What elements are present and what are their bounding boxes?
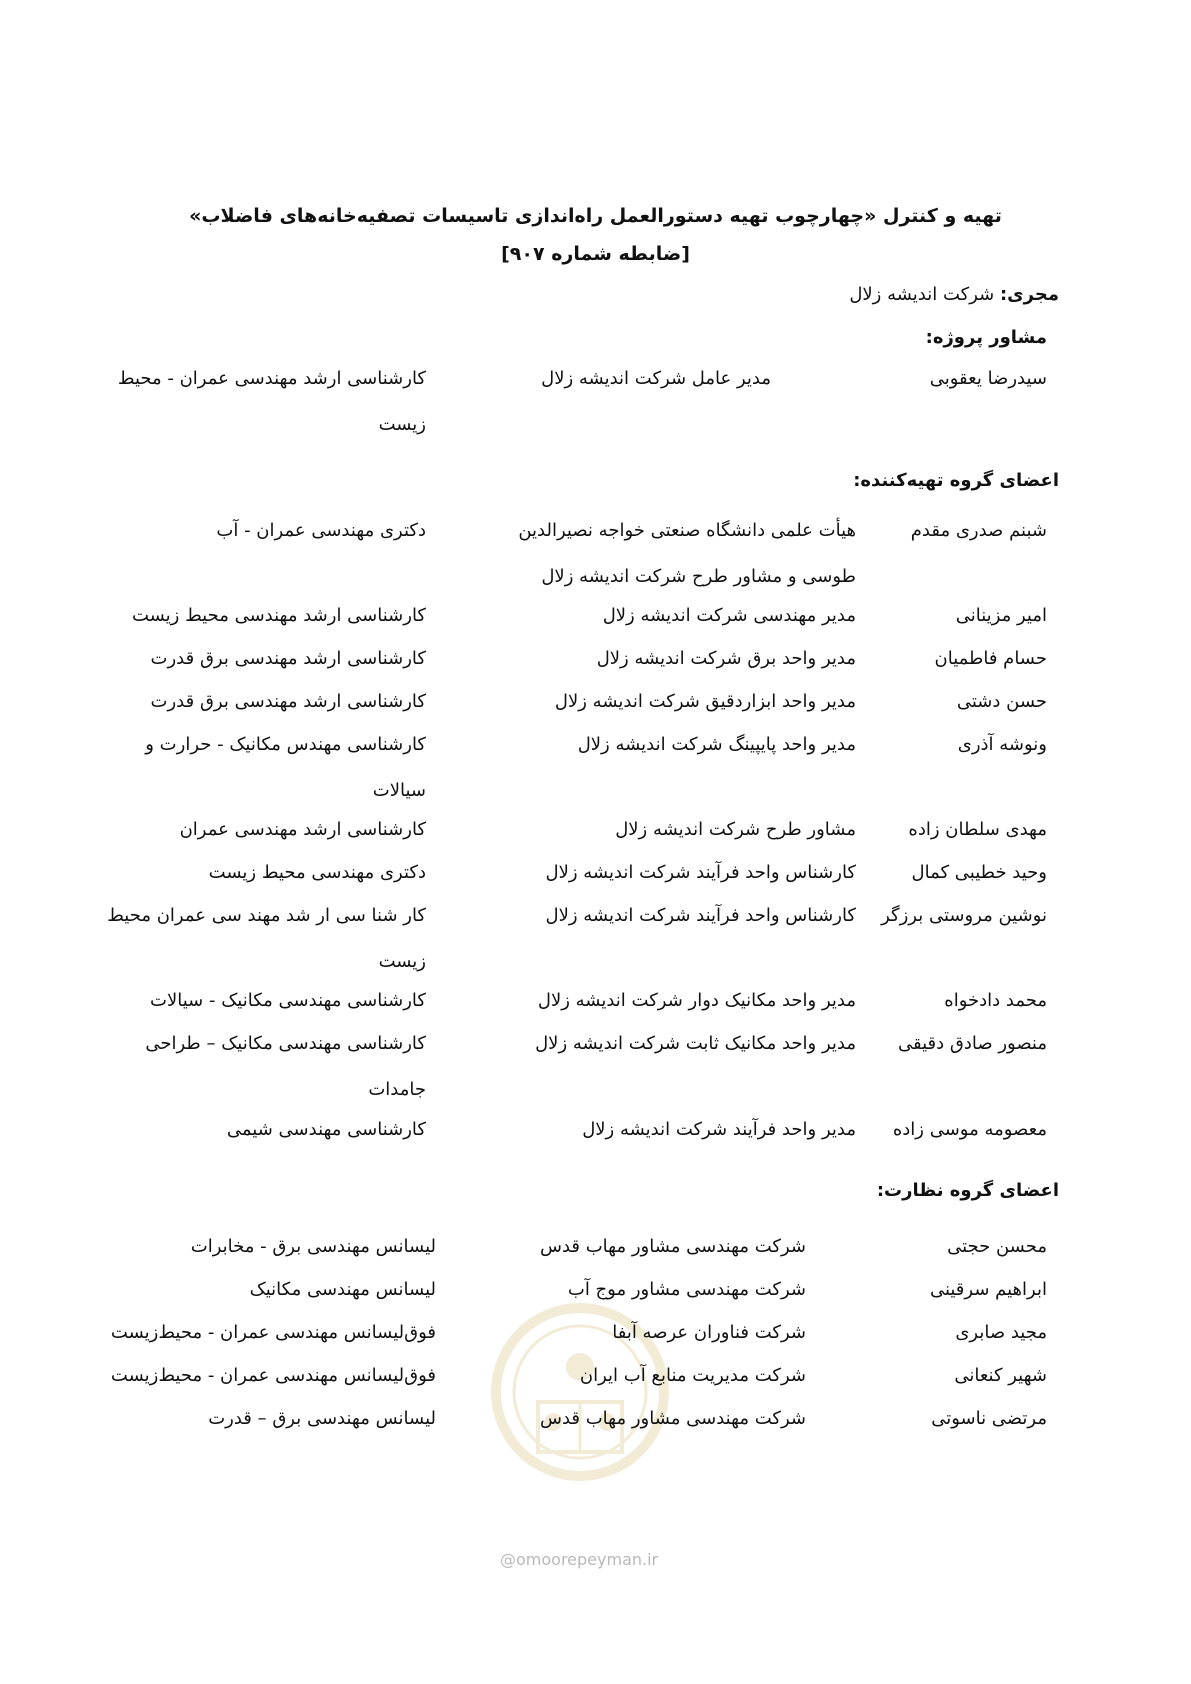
member-degree: لیسانس مهندسی مکانیک xyxy=(249,1279,436,1300)
executor-label: مجری: xyxy=(999,284,1059,305)
member-degree: کارشناسی مهندس مکانیک - حرارت و سیالات xyxy=(145,734,426,801)
document-title: تهیه و کنترل «چهارچوب تهیه دستورالعمل راه‌اندازی تاسیسات تصفیه‌خانه‌های فاضلاب» xyxy=(189,205,1002,227)
member-degree: لیسانس مهندسی برق – قدرت xyxy=(208,1408,436,1429)
supervision-group-heading: اعضای گروه نظارت: xyxy=(876,1180,1059,1201)
member-role: شرکت مهندسی مشاور مهاب قدس xyxy=(539,1236,806,1257)
member-degree: لیسانس مهندسی برق - مخابرات xyxy=(190,1236,436,1257)
member-role: شرکت مهندسی مشاور موج آب xyxy=(567,1279,806,1300)
document-code: [ضابطه شماره ۹۰۷] xyxy=(501,243,690,265)
member-name: نوشین مروستی برزگر xyxy=(881,905,1047,926)
member-name: وحید خطیبی کمال xyxy=(911,862,1047,883)
member-role: کارشناس واحد فرآیند شرکت اندیشه زلال xyxy=(545,905,856,926)
member-degree: فوق‌لیسانس مهندسی عمران - محیط‌زیست xyxy=(110,1365,436,1386)
member-role: مدیر مهندسی شرکت اندیشه زلال xyxy=(602,605,856,626)
member-name: معصومه موسی زاده xyxy=(892,1119,1047,1140)
project-advisor-heading: مشاور پروژه: xyxy=(925,327,1047,348)
executor-value: شرکت اندیشه زلال xyxy=(849,284,995,305)
member-role: مدیر واحد فرآیند شرکت اندیشه زلال xyxy=(582,1119,856,1140)
member-role: مشاور طرح شرکت اندیشه زلال xyxy=(615,819,856,840)
member-role: مدیر واحد ابزاردقیق شرکت اندیشه زلال xyxy=(554,691,856,712)
member-degree: کارشناسی ارشد مهندسی برق قدرت xyxy=(150,648,426,669)
member-name: شبنم صدری مقدم xyxy=(910,520,1047,541)
member-name: حسن دشتی xyxy=(956,691,1047,712)
member-name: امیر مزینانی xyxy=(955,605,1047,626)
member-name: ونوشه آذری xyxy=(957,734,1047,755)
member-name: منصور صادق دقیقی xyxy=(897,1033,1047,1054)
member-role: مدیر عامل شرکت اندیشه زلال xyxy=(541,368,771,389)
member-role: مدیر واحد برق شرکت اندیشه زلال xyxy=(596,648,856,669)
member-role: مدیر واحد مکانیک دوار شرکت اندیشه زلال xyxy=(537,990,856,1011)
member-degree: کارشناسی ارشد مهندسی محیط زیست xyxy=(131,605,426,626)
member-degree: کارشناسی مهندسی مکانیک - سیالات xyxy=(150,990,426,1011)
member-degree: دکتری مهندسی عمران - آب xyxy=(216,520,426,541)
executor-line xyxy=(849,284,1059,305)
member-name: محمد دادخواه xyxy=(944,990,1047,1011)
member-role: هیأت علمی دانشگاه صنعتی خواجه نصیرالدین طوسی و مشاور طرح شرکت اندیشه زلال xyxy=(518,520,856,587)
member-degree: کارشناسی مهندسی شیمی xyxy=(226,1119,426,1140)
member-role: شرکت فناوران عرصه آبفا xyxy=(612,1322,806,1343)
member-role: مدیر واحد پایپینگ شرکت اندیشه زلال xyxy=(577,734,856,755)
member-name: سیدرضا یعقوبی xyxy=(929,368,1047,389)
member-degree: کارشناسی ارشد مهندسی عمران - محیط زیست xyxy=(117,368,426,435)
member-degree: فوق‌لیسانس مهندسی عمران - محیط‌زیست xyxy=(110,1322,436,1343)
member-degree: کارشناسی ارشد مهندسی برق قدرت xyxy=(150,691,426,712)
member-role: شرکت مدیریت منابع آب ایران xyxy=(579,1365,806,1386)
member-name: ابراهیم سرقینی xyxy=(929,1279,1047,1300)
member-role: کارشناس واحد فرآیند شرکت اندیشه زلال xyxy=(545,862,856,883)
member-degree: دکتری مهندسی محیط زیست xyxy=(208,862,426,883)
member-degree: کارشناسی ارشد مهندسی عمران xyxy=(179,819,426,840)
member-name: شهیر کنعانی xyxy=(954,1365,1047,1386)
member-name: محسن حجتی xyxy=(947,1236,1047,1257)
member-name: حسام فاطمیان xyxy=(934,648,1047,669)
member-name: مرتضی ناسوتی xyxy=(931,1408,1047,1429)
member-name: مهدی سلطان زاده xyxy=(908,819,1047,840)
member-name: مجید صابری xyxy=(955,1322,1047,1343)
watermark-url: @omoorepeyman.ir xyxy=(500,1550,659,1569)
member-role: شرکت مهندسی مشاور مهاب قدس xyxy=(539,1408,806,1429)
preparation-group-heading: اعضای گروه تهیه‌کننده: xyxy=(853,470,1059,491)
member-role: مدیر واحد مکانیک ثابت شرکت اندیشه زلال xyxy=(535,1033,856,1054)
member-degree: کارشناسی مهندسی مکانیک – طراحی جامدات xyxy=(145,1033,426,1100)
member-degree: کار شنا سی ار شد مهند سی عمران محیط زیست xyxy=(107,905,426,972)
